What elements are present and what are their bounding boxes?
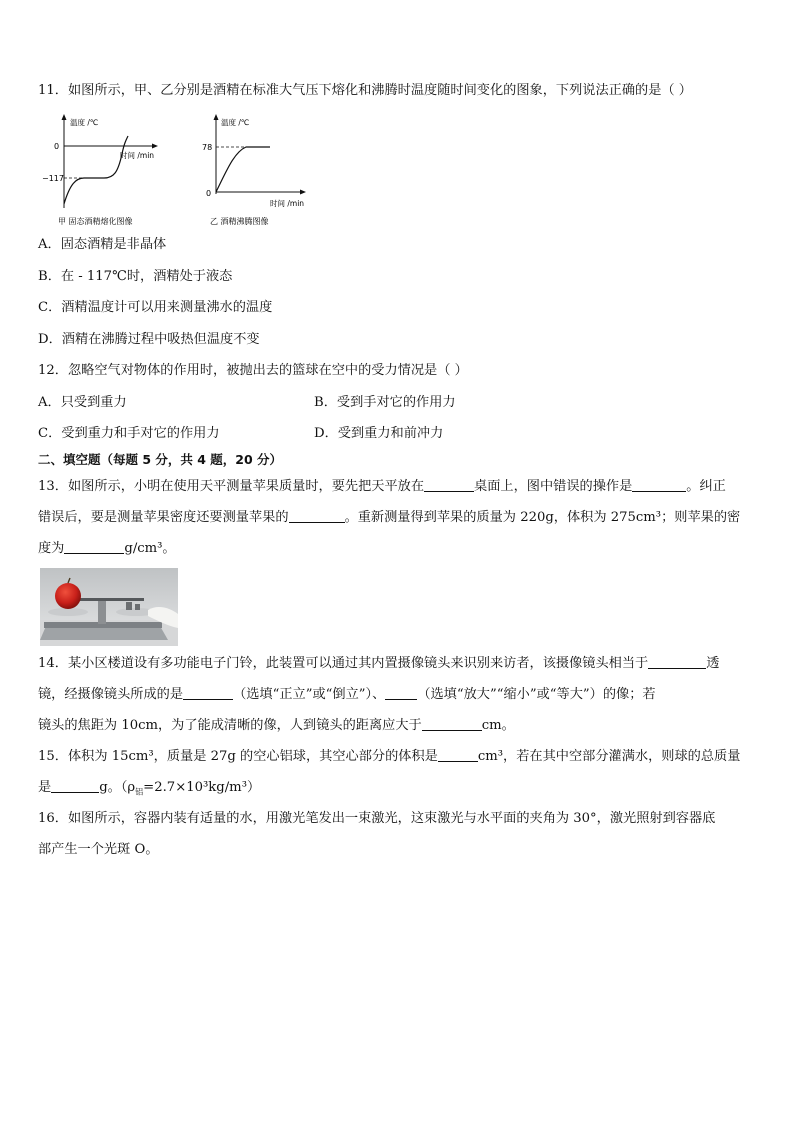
q13-line-3 bbox=[38, 540, 176, 558]
fig-b-tick-0: 0 bbox=[206, 189, 212, 198]
answer-blank[interactable] bbox=[632, 478, 686, 492]
fig-a-ylabel: 温度 /℃ bbox=[70, 118, 99, 127]
q12-option-d: D．受到重力和前冲力 bbox=[314, 426, 444, 441]
q13-text: g/cm³。 bbox=[124, 541, 176, 556]
q11-option-a: A．固态酒精是非晶体 bbox=[38, 237, 167, 252]
q13-text: 13．如图所示，小明在使用天平测量苹果质量时，要先把天平放在 bbox=[38, 479, 425, 494]
fig-b-xlabel: 时间 /min bbox=[270, 199, 305, 208]
rho-subscript: 铝 bbox=[135, 787, 144, 797]
answer-blank[interactable] bbox=[422, 717, 482, 731]
answer-blank[interactable] bbox=[424, 478, 474, 492]
answer-blank[interactable] bbox=[648, 655, 706, 669]
q16-line-1: 16．如图所示，容器内装有适量的水，用激光笔发出一束激光，这束激光与水平面的夹角为 30°，激光照射到容器底 bbox=[38, 811, 716, 826]
fig-a-tick-0: 0 bbox=[54, 142, 60, 151]
fig-b-tick-78: 78 bbox=[202, 143, 213, 152]
q13-line-1 bbox=[38, 478, 726, 496]
q15-text: 是 bbox=[38, 780, 52, 795]
section-title: 二、填空题（每题 5 分，共 4 题，20 分） bbox=[38, 452, 283, 467]
apple-balance-photo bbox=[40, 568, 178, 646]
answer-blank[interactable] bbox=[64, 540, 124, 554]
q15-line-1 bbox=[38, 748, 740, 766]
q14-line-3 bbox=[38, 717, 515, 735]
q14-line-1 bbox=[38, 655, 719, 673]
q13-text: 错误后，要是测量苹果密度还要测量苹果的 bbox=[38, 510, 289, 525]
q15-line-2 bbox=[38, 779, 260, 802]
q13-line-2 bbox=[38, 509, 740, 527]
q13-text: 度为 bbox=[38, 541, 65, 556]
q15-text: cm³，若在其中空部分灌满水，则球的总质量 bbox=[477, 749, 741, 764]
q15-text: 15．体积为 15cm³，质量是 27g 的空心铝球，其空心部分的体积是 bbox=[38, 749, 438, 764]
q12-option-c: C．受到重力和手对它的作用力 bbox=[38, 426, 220, 441]
q14-text: 镜，经摄像镜头所成的是 bbox=[38, 687, 184, 702]
answer-blank[interactable] bbox=[183, 686, 233, 700]
q14-text: （选填“正立”或“倒立”）、 bbox=[233, 687, 386, 702]
q15-text: g。（ρ bbox=[99, 780, 136, 795]
q15-text: =2.7×10³kg/m³） bbox=[143, 780, 261, 795]
figure-boiling-graph bbox=[196, 112, 316, 230]
q13-text: 。纠正 bbox=[686, 479, 726, 494]
q11-stem: 11．如图所示，甲、乙分别是酒精在标准大气压下熔化和沸腾时温度随时间变化的图象，下列说法正确的是（ ） bbox=[38, 83, 692, 98]
q12-stem: 12．忽略空气对物体的作用时，被抛出去的篮球在空中的受力情况是（ ） bbox=[38, 363, 468, 378]
q14-text: （选填“放大”“缩小”或“等大”）的像；若 bbox=[417, 687, 656, 702]
q14-text: cm。 bbox=[481, 718, 515, 733]
answer-blank[interactable] bbox=[438, 748, 478, 762]
fig-a-xlabel: 时间 /min bbox=[120, 151, 155, 160]
q11-option-b: B．在 - 117℃时，酒精处于液态 bbox=[38, 269, 233, 284]
q14-text: 透 bbox=[706, 656, 720, 671]
q12-option-a: A．只受到重力 bbox=[38, 395, 127, 410]
fig-a-tick-m117: −117 bbox=[42, 174, 64, 183]
answer-blank[interactable] bbox=[385, 686, 417, 700]
q13-text: 。重新测量得到苹果的质量为 220g，体积为 275cm³；则苹果的密 bbox=[344, 510, 741, 525]
fig-b-caption: 乙 酒精沸腾图像 bbox=[210, 217, 269, 226]
q14-text: 镜头的焦距为 10cm，为了能成清晰的像，人到镜头的距离应大于 bbox=[38, 718, 422, 733]
answer-blank[interactable] bbox=[51, 779, 99, 793]
q16-line-2: 部产生一个光斑 O。 bbox=[38, 842, 159, 857]
q13-text: 桌面上，图中错误的操作是 bbox=[474, 479, 633, 494]
q14-line-2 bbox=[38, 686, 656, 704]
q11-option-c: C．酒精温度计可以用来测量沸水的温度 bbox=[38, 300, 273, 315]
fig-b-ylabel: 温度 /℃ bbox=[221, 118, 250, 127]
fig-a-caption: 甲 固态酒精熔化图像 bbox=[58, 217, 133, 226]
figure-melting-graph bbox=[38, 112, 168, 230]
answer-blank[interactable] bbox=[289, 509, 345, 523]
q14-text: 14．某小区楼道设有多功能电子门铃，此装置可以通过其内置摄像镜头来识别来访者，该摄像镜头相当于 bbox=[38, 656, 649, 671]
q12-option-b: B．受到手对它的作用力 bbox=[314, 395, 456, 410]
q11-option-d: D．酒精在沸腾过程中吸热但温度不变 bbox=[38, 332, 260, 347]
